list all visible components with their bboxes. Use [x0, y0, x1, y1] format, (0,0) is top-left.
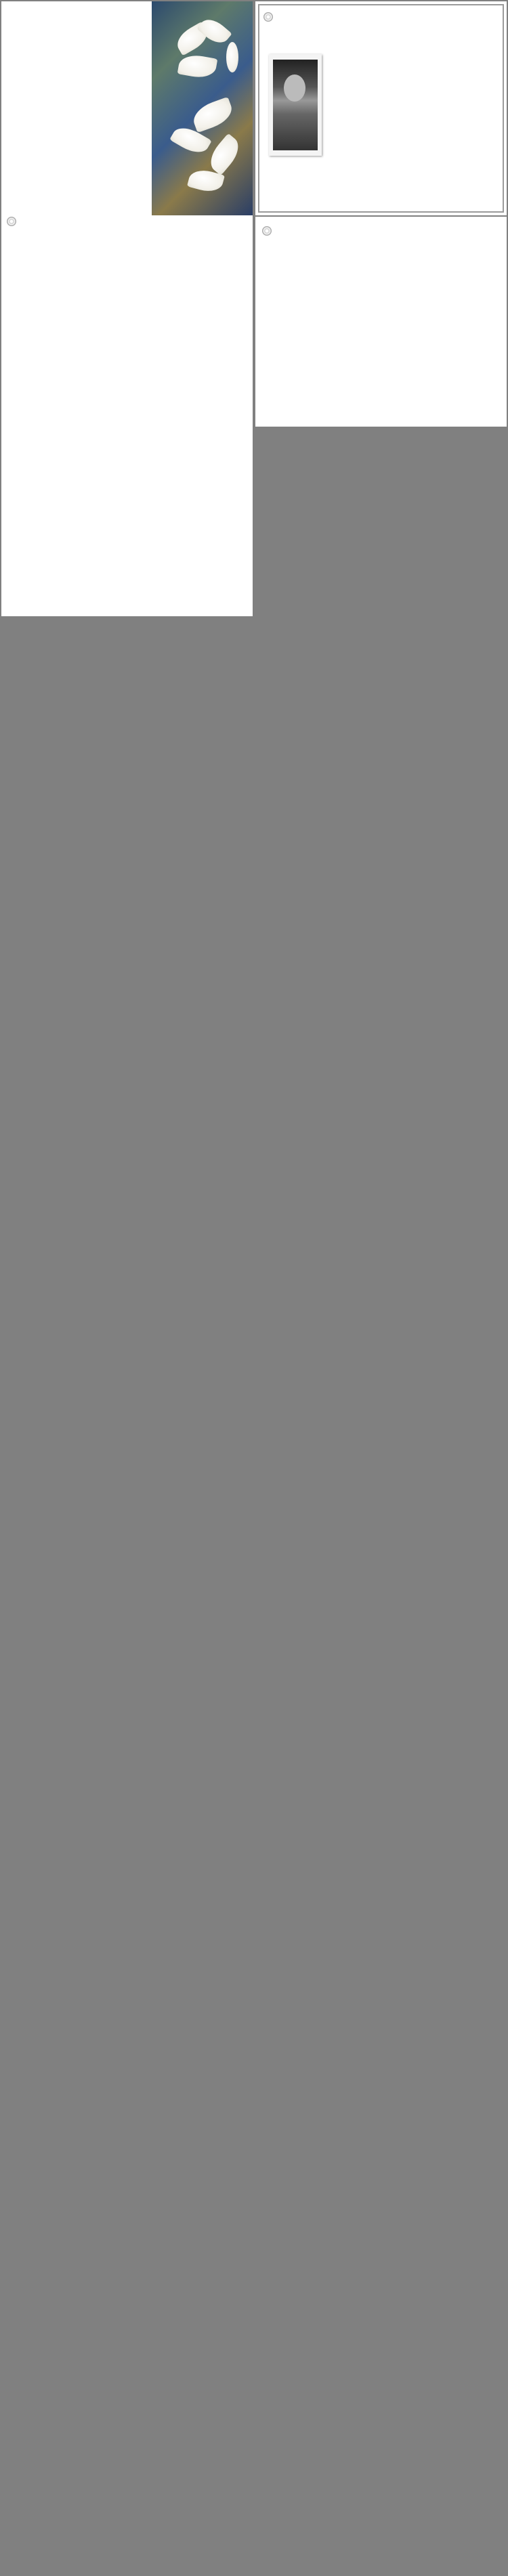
- rose-icon: [262, 226, 272, 236]
- slide-title: [1, 1, 253, 215]
- author-heading: [263, 12, 278, 22]
- slide-author: [255, 1, 507, 215]
- slide-genre-1: [255, 217, 507, 427]
- lily-painting: [152, 1, 253, 215]
- rose-icon: [7, 217, 16, 226]
- slide-genre-2: [1, 428, 253, 616]
- rose-icon: [263, 12, 273, 22]
- genre-heading-two: [7, 217, 22, 226]
- slide-genre-knowledge-elements: [1, 215, 253, 429]
- genre-heading: [262, 226, 277, 236]
- author-photo: [269, 54, 322, 156]
